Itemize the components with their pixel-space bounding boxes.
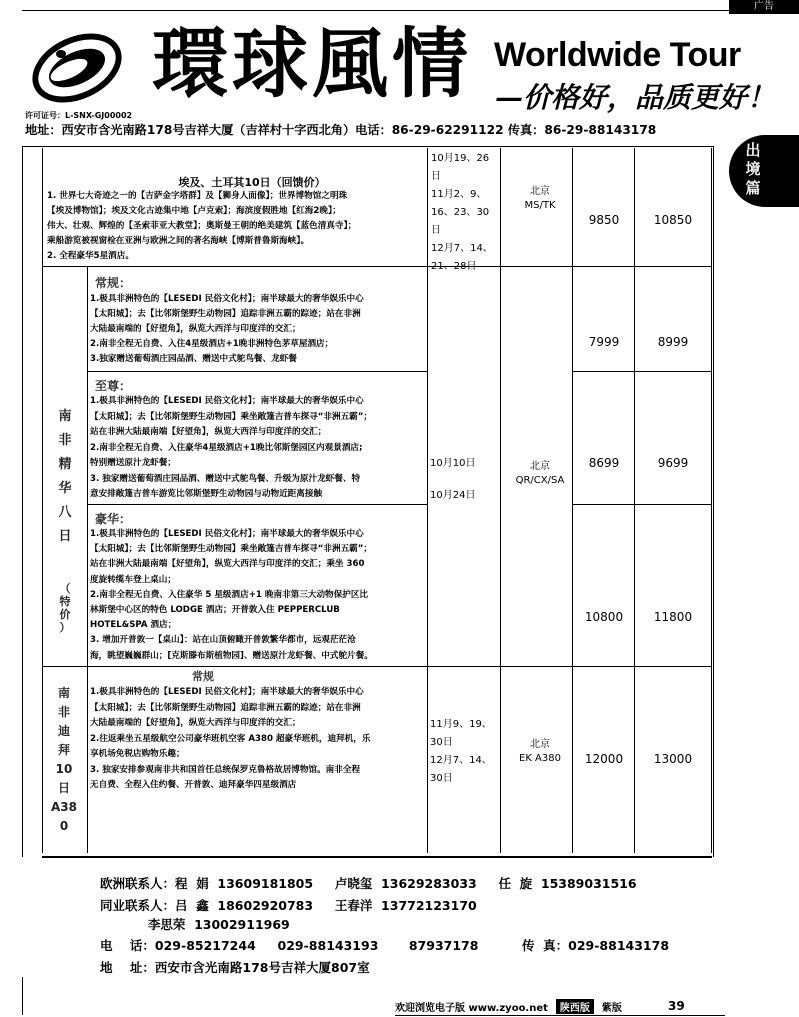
date-line: 30日 [430, 773, 453, 784]
footer-edition: 紫版 [601, 1002, 622, 1014]
date-line: 12月7、14、 [431, 243, 493, 254]
ad-tag: 广告 [729, 0, 799, 14]
tier-line: 1.极具非洲特色的【LESEDI 民俗文化村】；南半球最大的奢华娱乐中心 [90, 396, 364, 406]
label-char: 精 [58, 457, 72, 472]
label-char: 日 [58, 529, 72, 544]
label-char: 拜 [57, 743, 70, 757]
carrier-city: 北京 [530, 186, 550, 197]
europe-contacts: 欧洲联系人：程 娟 13609181805 卢晓玺 13629283033 任 旋 15389031516 [100, 876, 637, 891]
phone-line: 电 话：029-85217244 029-88143193 87937178 传 真：029-88143178 [100, 938, 670, 953]
dubai-line: 【太阳城】；去【比邻斯堡野生动物园】追踪非洲五霸的踪迹；站在非洲 [90, 702, 361, 713]
egypt-price-1: 9850 [588, 213, 620, 227]
tier-line: 3. 独家赠送葡萄酒庄园品酒、赠送中式鸵鸟餐、升级为原汁龙虾餐、特 [90, 473, 361, 484]
tier-premium-title: 至尊： [95, 379, 132, 393]
tier-line: 海，眺望巍巍群山；[克斯滕布斯植物园]、赠送原汁龙虾餐、中式鸵片餐。 [90, 650, 373, 661]
label-char: 0 [59, 819, 69, 833]
tier-line: 【太阳城】；去【比邻斯堡野生动物园】乘坐敞篷吉普车探寻“非洲五霸”； [90, 411, 372, 422]
label-char: （ [59, 582, 71, 595]
date-line: 日 [431, 171, 441, 182]
tier-line: 大陆最南端的【好望角】，纵览大西洋与印度洋的交汇； [90, 324, 301, 334]
footer-edition-box: 陕西版 [556, 999, 594, 1014]
address-footer: 地 址：西安市含光南路178号吉祥大厦807室 [100, 960, 370, 975]
label-char: 特 [59, 595, 71, 608]
tier-line: 站在非洲大陆最南端【好望角】，纵览大西洋与印度洋的交汇；乘坐 360 [90, 559, 365, 570]
date-line: 21、28日 [431, 261, 477, 272]
footer-website: 欢迎浏览电子版 www.zyoo.net [395, 1002, 548, 1014]
dubai-line: 2.往返乘坐五星级航空公司豪华班机空客 A380 超豪华班机，迪拜机，乐 [90, 733, 371, 744]
address-line: 地址：西安市含光南路178号吉祥大厦（吉祥村十字西北角）电话：86-29-62291122 传真：86-29-88143178 [25, 123, 657, 137]
date-line: 12月7、14、 [430, 755, 492, 766]
tier-line: 2.南非全程无自费、入住豪华 5 星级酒店+1 晚南非第三大动物保护区比 [90, 589, 369, 600]
tier-luxury-price-1: 10800 [584, 610, 624, 624]
trade-contacts: 同业联系人：吕 鑫 18602920783 王春洋 13772123170 [100, 898, 477, 913]
dubai-carrier [500, 738, 580, 766]
egypt-line: 伟大、壮观、辉煌的【圣索菲亚大教堂】；奥斯曼王朝的绝美建筑【蓝色清真寺】； [47, 221, 357, 231]
page-number: 39 [668, 999, 685, 1013]
tier-premium-price-2: 9699 [657, 456, 689, 470]
egypt-title: 埃及、土耳其10日（回馈价） [178, 176, 326, 189]
section-tab [729, 135, 799, 207]
dubai-dates [430, 716, 492, 788]
tier-line: HOTEL&SPA 酒店； [90, 620, 177, 631]
tier-line: 3.独家赠送葡萄酒庄园品酒、赠送中式鸵鸟餐、龙虾餐 [90, 354, 297, 364]
egypt-price-2: 10850 [653, 213, 693, 227]
date-line: 30日 [430, 737, 453, 748]
date-line: 10月19、26 [431, 153, 490, 164]
south-africa-dates [430, 455, 475, 505]
top-rule [22, 10, 752, 11]
tier-line: 1.极具非洲特色的【LESEDI 民俗文化村】；南半球最大的奢华娱乐中心 [90, 529, 364, 539]
date-line: 16、23、30 [431, 207, 490, 218]
tier-line: 【太阳城】；去【比邻斯堡野生动物园】追踪非洲五霸的踪迹；站在非洲 [90, 309, 361, 319]
date-line: 10月24日 [430, 490, 476, 501]
special-price-label [50, 582, 80, 634]
section-tab-label: 出境篇 [745, 141, 761, 197]
tier-premium-price-1: 8699 [588, 456, 620, 470]
tier-line: 度旋转缆车登上桌山； [90, 574, 176, 585]
date-line: 10月10日 [430, 458, 476, 469]
tier-line: 1.极具非洲特色的【LESEDI 民俗文化村】；南半球最大的奢华娱乐中心 [90, 294, 364, 304]
dubai-line: 3. 独家安排参观南非共和国首任总统保罗克鲁格故居博物馆。南非全程 [90, 764, 361, 775]
tier-regular-price-2: 8999 [657, 335, 689, 349]
left-border [22, 977, 23, 1015]
egypt-line: 2. 全程豪华5星酒店。 [47, 251, 134, 261]
label-char: 价 [59, 608, 71, 621]
brand-title-en: Worldwide Tour [494, 36, 741, 74]
carrier-airline: EK A380 [519, 753, 561, 764]
date-line: 11月2、9、 [431, 189, 487, 200]
south-africa-carrier [500, 460, 580, 488]
dubai-price-1: 12000 [584, 752, 624, 766]
label-char: 南 [58, 409, 72, 424]
tier-line: 特别赠送原汁龙虾餐； [90, 458, 176, 468]
egypt-description [47, 189, 427, 264]
dubai-line: 1.极具非洲特色的【LESEDI 民俗文化村】；南半球最大的奢华娱乐中心 [90, 687, 364, 697]
trade-contacts-extra: 李思荣 13002911969 [100, 917, 290, 932]
egypt-line: 1. 世界七大奇迹之一的【吉萨金字塔群】及【狮身人面像】；世界博物馆之明珠 [47, 191, 348, 201]
date-line: 11月9、19、 [430, 719, 492, 730]
footer-rule [395, 1015, 725, 1016]
tier-premium-description [90, 394, 425, 503]
tier-line: 2.南非全程无自费、入住4星级酒店+1晚非洲特色茅草屋酒店； [90, 339, 334, 349]
label-char: ） [59, 621, 71, 634]
tier-luxury-price-2: 11800 [653, 610, 693, 624]
brand-title-cn: 環球風情 [152, 19, 472, 108]
carrier-airline: MS/TK [524, 200, 556, 211]
tier-line: 3. 增加开普敦一【桌山】：站在山顶俯瞰开普敦繁华都市，远观茫茫沧 [90, 635, 356, 646]
dubai-title: 常规 [192, 670, 214, 683]
slogan: —价格好，品质更好！ [495, 81, 776, 114]
egypt-dates [431, 150, 493, 276]
tier-regular-price-1: 7999 [588, 335, 620, 349]
dubai-line: 无自费、全程入住约餐、开普敦、迪拜豪华四星级酒店 [90, 780, 297, 790]
license-number: 许可证号：L-SNX-GJ00002 [25, 111, 133, 120]
label-char: 华 [58, 481, 72, 496]
dubai-price-2: 13000 [653, 752, 693, 766]
dubai-line: 大陆最南端的【好望角】，纵览大西洋与印度洋的交汇； [90, 718, 301, 728]
tier-line: 意安排敞篷吉普车游览比邻斯堡野生动物园与动物近距离接触 [90, 489, 323, 499]
tier-regular-description [90, 292, 425, 367]
tier-line: 2.南非全程无自费、入住豪华4星级酒店+1晚比邻斯堡园区内观景酒店; [90, 442, 363, 453]
label-char: 非 [57, 705, 70, 719]
carrier-airline: QR/CX/SA [515, 475, 565, 486]
carrier-city: 北京 [530, 461, 550, 472]
tier-luxury-title: 豪华： [95, 512, 132, 526]
date-line: 日 [431, 225, 441, 236]
label-char: 八 [58, 505, 72, 520]
table-bottom-rule [42, 856, 712, 858]
egypt-line: 乘船游览被视窗检在亚洲与欧洲之间的著名海峡【博斯普鲁斯海峡】。 [47, 236, 310, 246]
tier-regular-title: 常规： [95, 276, 132, 290]
dubai-description [90, 685, 425, 794]
label-char: 10 [55, 762, 73, 776]
egypt-line: 【埃及博物馆】；埃及文化古迹集中地【卢克索】；海滨度假胜地【红海2晚】； [47, 206, 341, 216]
label-char: 日 [57, 781, 70, 795]
tier-luxury-description [90, 527, 425, 664]
label-char: 迪 [57, 724, 70, 738]
tier-line: 站在非洲大陆最南端【好望角】，纵览大西洋与印度洋的交汇； [90, 427, 327, 437]
tier-line: 林斯堡中心区的特色 LODGE 酒店；开普敦入住 PEPPERCLUB [90, 605, 340, 616]
label-char: A38 [51, 800, 77, 814]
carrier-city: 北京 [530, 739, 550, 750]
tier-line: 【太阳城】；去【比邻斯堡野生动物园】乘坐敞篷吉普车探寻“非洲五霸”； [90, 544, 372, 555]
egypt-carrier [500, 185, 580, 213]
dubai-label [46, 684, 82, 836]
globe-logo-icon [25, 28, 135, 108]
dubai-line: 享机场免税店购物乐趣； [90, 749, 185, 759]
label-char: 非 [58, 433, 72, 448]
south-africa-label [50, 405, 80, 549]
label-char: 南 [57, 686, 70, 700]
